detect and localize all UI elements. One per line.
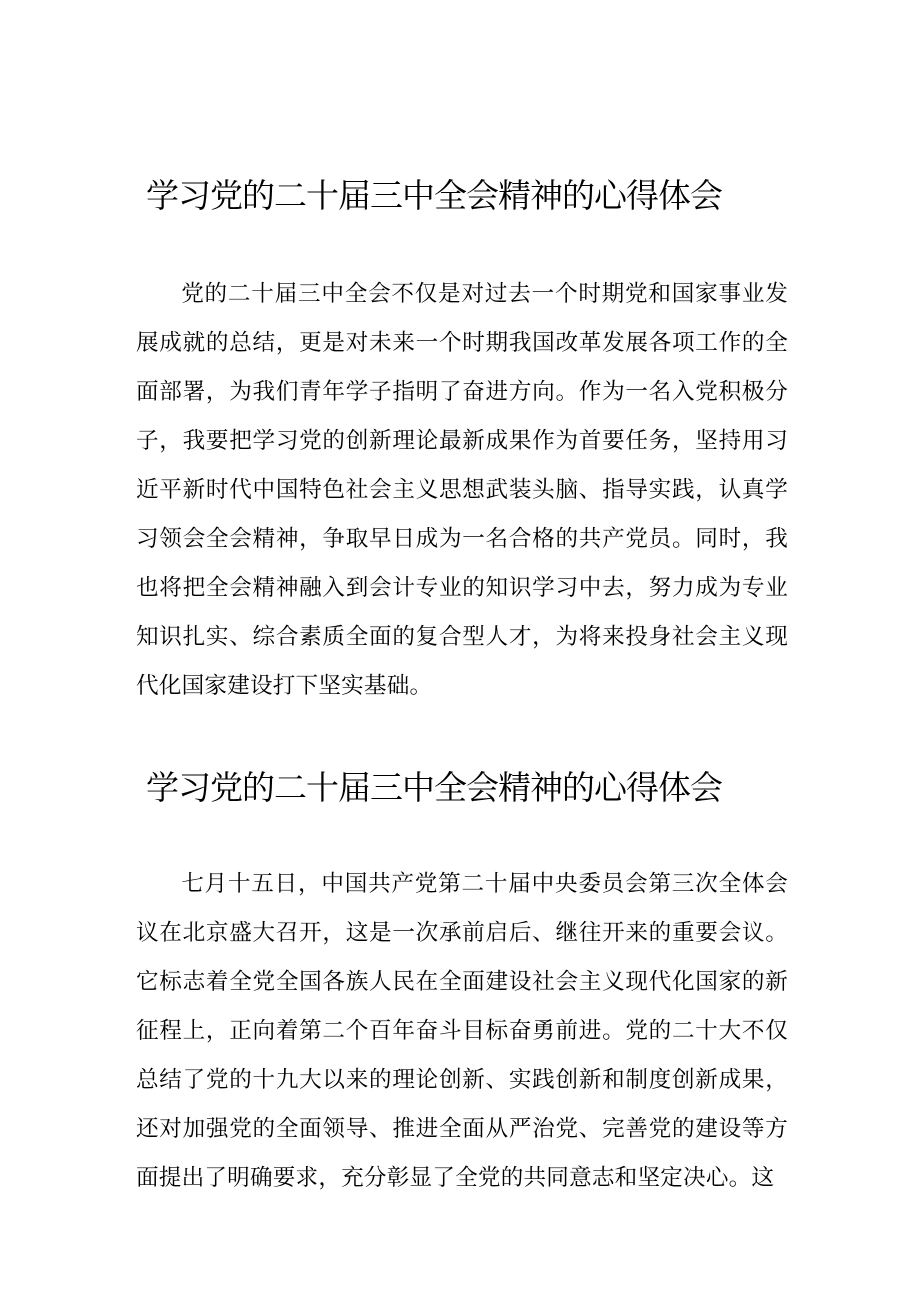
section-title: 学习党的二十届三中全会精神的心得体会 <box>146 176 722 215</box>
section-paragraph: 七月十五日，中国共产党第二十届中央委员会第三次全体会议在北京盛大召开，这是一次承前启后、继往开来的重要会议。它标志着全党全国各族人民在全面建设社会主义现代化国家的新征程上，正向着第二个百年奋斗目标奋勇前进。党的二十大不仅总结了党的十九大以来的理论创新、实践创新和制度创新成果，还对加强党的全面领导、推进全面从严治党、完善党的建设等方面提出了明确要求，充分彰显了全党的共同意志和坚定决心。这 <box>136 871 788 1191</box>
section-title: 学习党的二十届三中全会精神的心得体会 <box>146 768 722 807</box>
section-paragraph: 党的二十届三中全会不仅是对过去一个时期党和国家事业发展成就的总结，更是对未来一个时期我国改革发展各项工作的全面部署，为我们青年学子指明了奋进方向。作为一名入党积极分子，我要把学习党的创新理论最新成果作为首要任务，坚持用习近平新时代中国特色社会主义思想武装头脑、指导实践，认真学习领会全会精神，争取早日成为一名合格的共产党员。同时，我也将把全会精神融入到会计专业的知识学习中去，努力成为专业知识扎实、综合素质全面的复合型人才，为将来投身社会主义现代化国家建设打下坚实基础。 <box>136 281 788 699</box>
